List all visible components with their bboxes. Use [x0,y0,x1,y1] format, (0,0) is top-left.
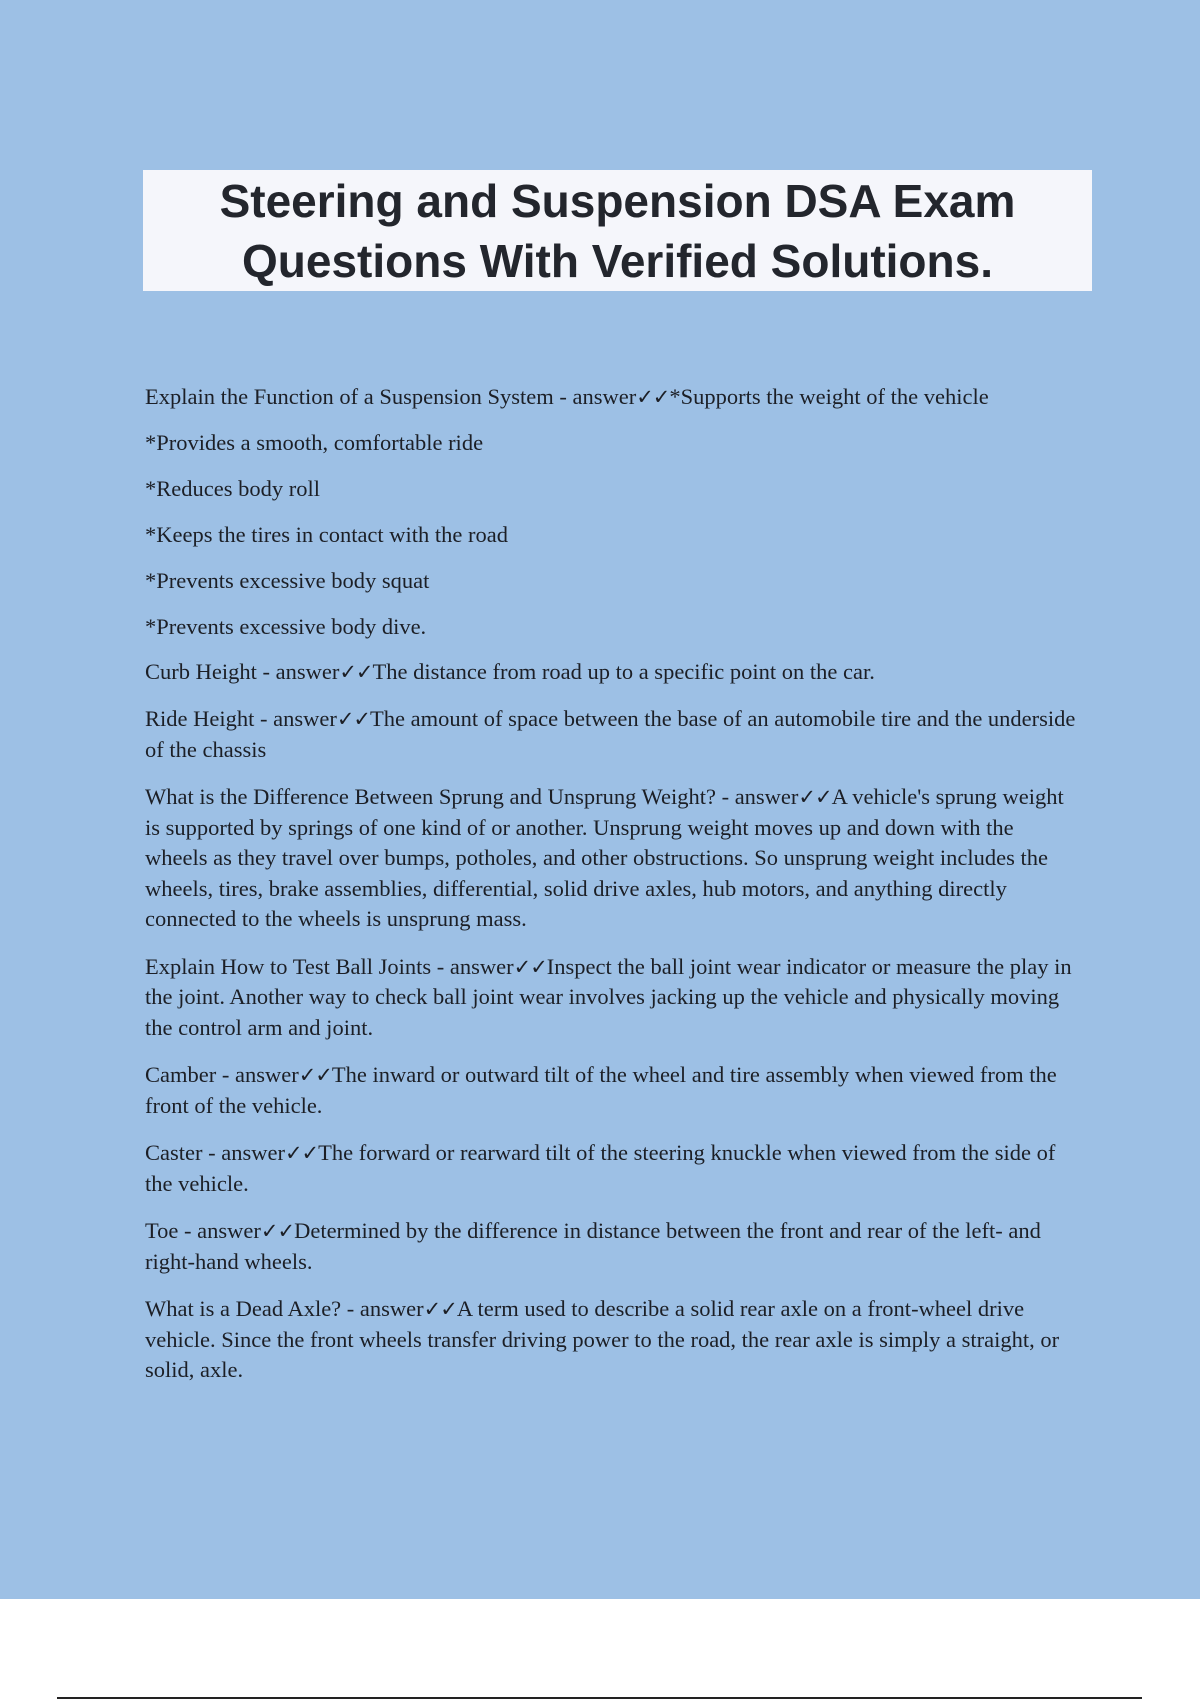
answer-bullet: *Keeps the tires in contact with the road [145,522,509,547]
qa-item [145,1294,1080,1386]
answer-text: A term used to describe a solid rear axle on a front-wheel drive vehicle. Since the front wheels transfer driving power to the road, the rear axle is simply a straight, or solid, axle. [145,1296,1060,1382]
qa-item [145,952,1080,1044]
check-mark-icon: ✓✓ [284,1141,319,1165]
qa-item [145,1138,1080,1199]
qa-item [145,1216,1080,1277]
qa-item [145,782,1080,935]
qa-item [145,382,1080,413]
answer-bullet: *Reduces body roll [145,476,320,501]
answer-bullet: *Provides a smooth, comfortable ride [145,430,484,455]
question-text: Ride Height - answer [145,706,337,731]
question-text: Caster - answer [145,1140,285,1165]
check-mark-icon: ✓✓ [339,659,373,684]
question-text: What is a Dead Axle? - answer [145,1296,424,1321]
qa-item [145,1060,1080,1121]
footer-divider [57,1697,1142,1699]
answer-text: The amount of space between the base of an automobile tire and the underside of the chassis [145,706,1076,762]
question-text: What is the Difference Between Sprung and Unsprung Weight? - answer [145,784,799,809]
question-text: Toe - answer [145,1218,261,1243]
check-mark-icon: ✓✓ [798,785,832,809]
qa-item [145,657,1080,688]
check-mark-icon: ✓✓ [298,1063,332,1087]
answer-text: The forward or rearward tilt of the steering knuckle when viewed from the side of the vehicle. [145,1140,1056,1196]
question-text: Curb Height - answer [145,658,340,684]
answer-bullet: *Prevents excessive body dive. [145,614,427,639]
qa-item [145,704,1080,765]
document-title: Steering and Suspension DSA Exam Questions With Verified Solutions. [219,174,1016,287]
answer-text: The inward or outward tilt of the wheel and tire assembly when viewed from the front of the vehicle. [145,1062,1057,1118]
check-mark-icon: ✓✓ [260,1219,295,1243]
question-text: Explain the Function of a Suspension System - answer [145,384,637,409]
check-mark-icon: ✓✓ [423,1297,457,1321]
answer-text: *Supports the weight of the vehicle [669,384,989,409]
check-mark-icon: ✓✓ [336,707,371,731]
question-text: Camber - answer [145,1062,299,1087]
document-body [145,382,1080,1403]
answer-text: Determined by the difference in distance between the front and rear of the left- and right-hand wheels. [145,1218,1041,1274]
answer-text: Inspect the ball joint wear indicator or measure the play in the joint. Another way to check ball joint wear involves jacking up the vehicle and physically moving the control arm and joint. [145,953,1072,1040]
check-mark-icon: ✓✓ [513,954,547,979]
title-banner [143,170,1092,291]
question-text: Explain How to Test Ball Joints - answer [145,953,514,979]
check-mark-icon: ✓✓ [636,385,670,409]
answer-text: A vehicle's sprung weight is supported by springs of one kind of or another. Unsprung weight moves up and down with the wheels as they travel over bumps, potholes, and other obstructions. So unsprung weight includes the wheels, tires, brake assemblies, differential, solid drive axles, hub motors, and anything directly connected to the wheels is unsprung mass. [145,784,1064,931]
answer-bullet: *Prevents excessive body squat [145,568,430,593]
answer-text: The distance from road up to a specific point on the car. [372,658,875,684]
